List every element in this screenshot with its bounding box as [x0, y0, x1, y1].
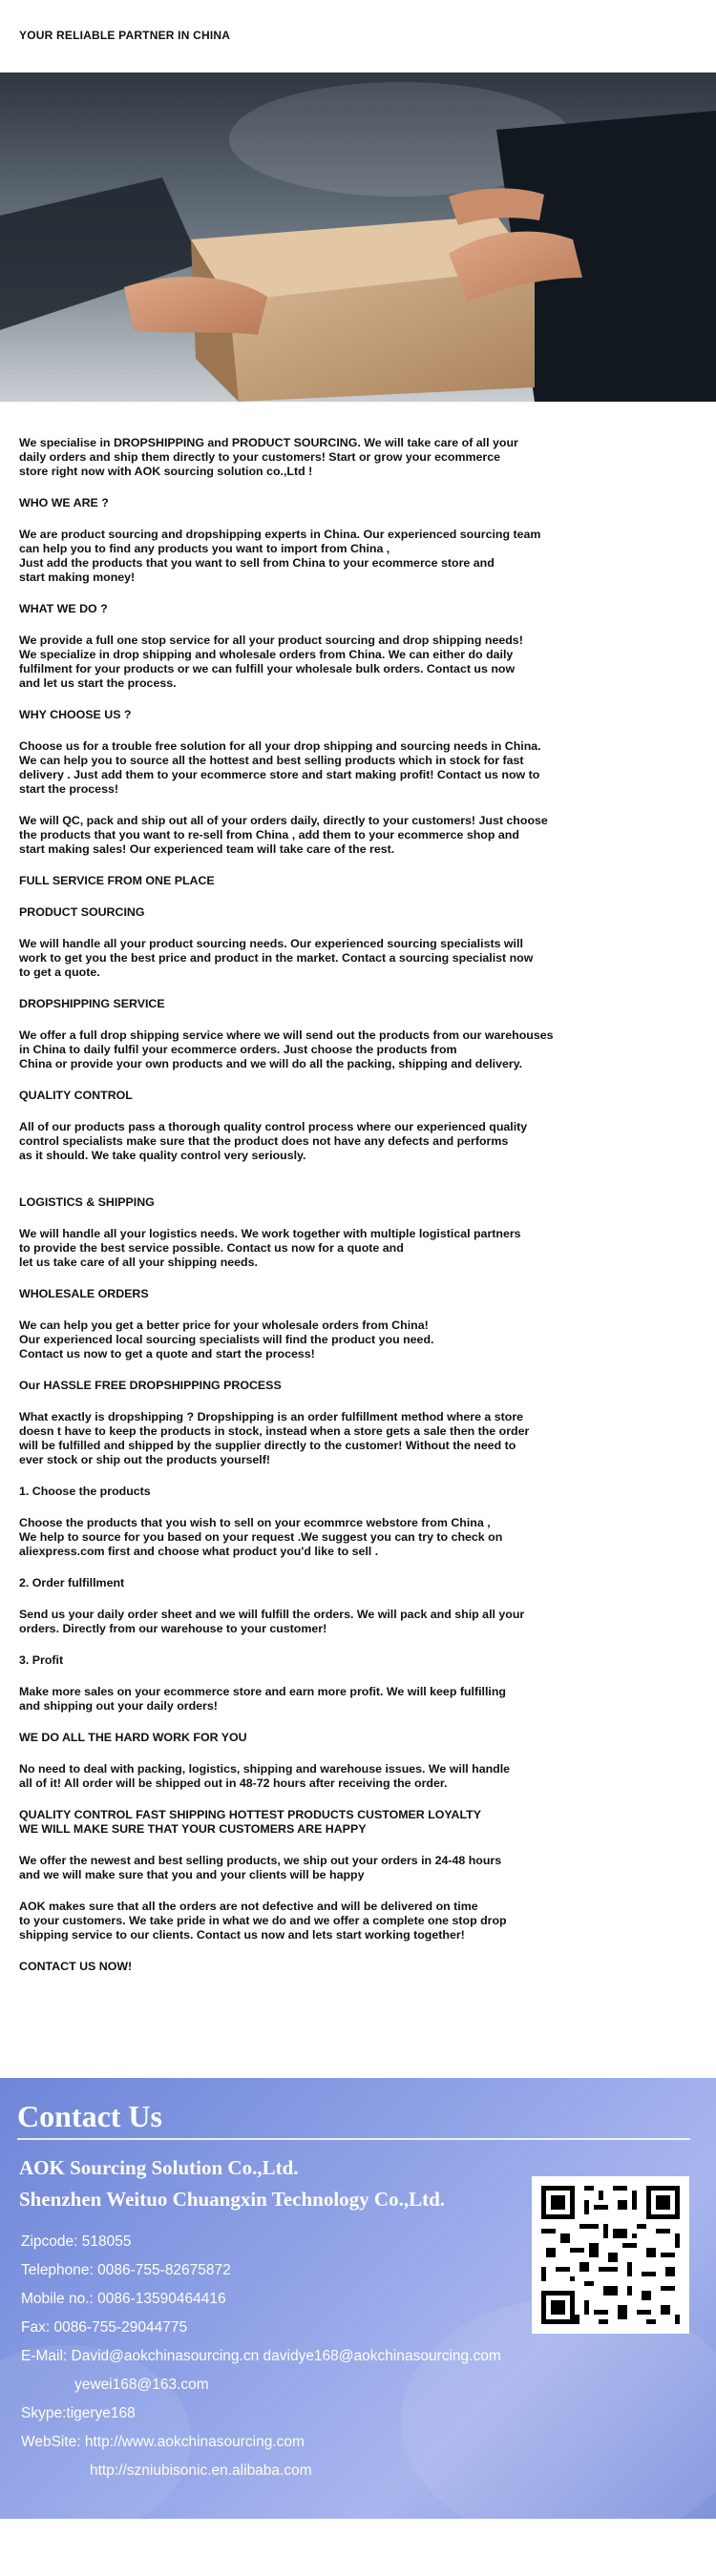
- who-we-are-heading: WHO WE ARE ?: [19, 496, 109, 509]
- description-content: [19, 436, 649, 1991]
- alibaba-link[interactable]: http://szniubisonic.en.alibaba.com: [90, 2462, 312, 2479]
- page-title: YOUR RELIABLE PARTNER IN CHINA: [19, 29, 231, 42]
- step-2-text: Send us your daily order sheet and we will fulfill the orders. We will pack and ship all your orders. Directly from our warehouse to your customer!: [19, 1608, 525, 1635]
- qr-code-graphic: [532, 2176, 689, 2334]
- qr-code-icon: [532, 2176, 689, 2334]
- logistics-heading: LOGISTICS & SHIPPING: [19, 1195, 155, 1209]
- step-1-text: Choose the products that you wish to sell on your ecommrce webstore from China , We help to source for you based on your request .We suggest you can try to check on aliexpress.com first and choose what product you'd like to sell .: [19, 1516, 503, 1558]
- company-name-2: Shenzhen Weituo Chuangxin Technology Co.,Ltd.: [19, 2188, 445, 2211]
- what-we-do-heading: WHAT WE DO ?: [19, 602, 108, 615]
- wholesale-heading: WHOLESALE ORDERS: [19, 1287, 149, 1300]
- hard-work-text: No need to deal with packing, logistics, shipping and warehouse issues. We will handle all of it! All order will be shipped out in 48-72 hours after receiving the order.: [19, 1762, 511, 1790]
- divider: [17, 2138, 690, 2140]
- logistics-text: We will handle all your logistics needs. We work together with multiple logistical partners to provide the best service possible. Contact us now for a quote and let us take care of all your shipping needs.: [19, 1227, 521, 1269]
- contact-title: Contact Us: [17, 2099, 162, 2133]
- hero-illustration: [0, 73, 716, 402]
- quality-control-heading: QUALITY CONTROL: [19, 1089, 133, 1102]
- aok-promise-text: AOK makes sure that all the orders are not defective and will be delivered on time to your customers. We take pride in what we do and we offer a complete one stop drop shipping service to our clients. Contact us now and lets start working together!: [19, 1900, 507, 1942]
- step-1-heading: 1. Choose the products: [19, 1485, 151, 1498]
- fax: Fax: 0086-755-29044775: [21, 2319, 188, 2336]
- zipcode: Zipcode: 518055: [21, 2233, 132, 2250]
- wholesale-text: We can help you get a better price for your wholesale orders from China! Our experienced local sourcing specialists will find the product you need. Contact us now to get a quote and start the process!: [19, 1319, 434, 1361]
- contact-panel: [0, 2078, 716, 2519]
- step-3-text: Make more sales on your ecommerce store and earn more profit. We will keep fulfilling and shipping out your daily orders!: [19, 1685, 507, 1713]
- why-choose-us-heading: WHY CHOOSE US ?: [19, 708, 132, 721]
- website-link[interactable]: WebSite: http://www.aokchinasourcing.com: [21, 2434, 305, 2450]
- hero-image: [0, 73, 716, 402]
- step-2-heading: 2. Order fulfillment: [19, 1576, 125, 1589]
- skype: Skype:tigerye168: [21, 2405, 136, 2421]
- email-link-2[interactable]: yewei168@163.com: [74, 2377, 209, 2393]
- quality-loyalty-text: We offer the newest and best selling products, we ship out your orders in 24-48 hours and we will make sure that you and your clients will be happy: [19, 1854, 502, 1881]
- mobile: Mobile no.: 0086-13590464416: [21, 2291, 226, 2307]
- product-sourcing-heading: PRODUCT SOURCING: [19, 905, 145, 919]
- contact-us-now-cta: CONTACT US NOW!: [19, 1960, 133, 1973]
- full-service-heading: FULL SERVICE FROM ONE PLACE: [19, 874, 215, 887]
- step-3-heading: 3. Profit: [19, 1653, 64, 1667]
- who-we-are-text: We are product sourcing and dropshipping experts in China. Our experienced sourcing team can help you to find any products you want to import from China , Just add the products that you want to sell from China to your ecommerce store and start making money!: [19, 528, 541, 584]
- why-choose-us-text-2: We will QC, pack and ship out all of your orders daily, directly to your customers! Just choose the products that you want to re-sell from China , add them to your ecommerce shop and start making sales! Our experienced team will take care of the rest.: [19, 814, 548, 856]
- intro-text: We specialise in DROPSHIPPING and PRODUCT SOURCING. We will take care of all your daily orders and ship them directly to your customers! Start or grow your ecommerce store right now with AOK sourcing solution co.,Ltd !: [19, 436, 518, 478]
- email-link[interactable]: E-Mail: David@aokchinasourcing.cn davidye168@aokchinasourcing.com: [21, 2348, 501, 2364]
- telephone: Telephone: 0086-755-82675872: [21, 2262, 231, 2278]
- what-we-do-text: We provide a full one stop service for all your product sourcing and drop shipping needs! We specialize in drop shipping and wholesale orders from China. We can either do daily fulfilment for your products or we can fulfill your wholesale bulk orders. Contact us now and let us start the process.: [19, 634, 523, 690]
- hard-work-heading: WE DO ALL THE HARD WORK FOR YOU: [19, 1731, 247, 1744]
- product-sourcing-text: We will handle all your product sourcing needs. Our experienced sourcing specialists will work to get you the best price and product in the market. Contact a sourcing specialist now to get a quote.: [19, 937, 534, 979]
- hassle-free-heading: Our HASSLE FREE DROPSHIPPING PROCESS: [19, 1379, 282, 1392]
- quality-loyalty-heading: QUALITY CONTROL FAST SHIPPING HOTTEST PRODUCTS CUSTOMER LOYALTY WE WILL MAKE SURE THAT YOUR CUSTOMERS ARE HAPPY: [19, 1808, 481, 1836]
- dropshipping-service-text: We offer a full drop shipping service where we will send out the products from our warehouses in China to daily fulfil your ecommerce orders. Just choose the products from China or provide your own products and we will do all the packing, shipping and delivery.: [19, 1028, 554, 1070]
- why-choose-us-text-1: Choose us for a trouble free solution for all your drop shipping and sourcing needs in China. We can help you to source all the hottest and best selling products which in stock for fast delivery . Just add them to your ecommerce store and start making profit! Contact us now to start the process!: [19, 739, 541, 796]
- quality-control-text: All of our products pass a thorough quality control process where our experienced quality control specialists make sure that the product does not have any defects and performs as it should. We take quality control very seriously.: [19, 1120, 528, 1162]
- hassle-free-text: What exactly is dropshipping ? Dropshipping is an order fulfillment method where a store doesn t have to keep the products in stock, instead when a store gets a sale then the order will be fulfilled and shipped by the supplier directly to the customer! Without the need to ever stock or ship out the products yourself!: [19, 1410, 530, 1466]
- dropshipping-service-heading: DROPSHIPPING SERVICE: [19, 997, 165, 1010]
- background-decoration: [0, 2345, 191, 2519]
- company-name-1: AOK Sourcing Solution Co.,Ltd.: [19, 2156, 299, 2179]
